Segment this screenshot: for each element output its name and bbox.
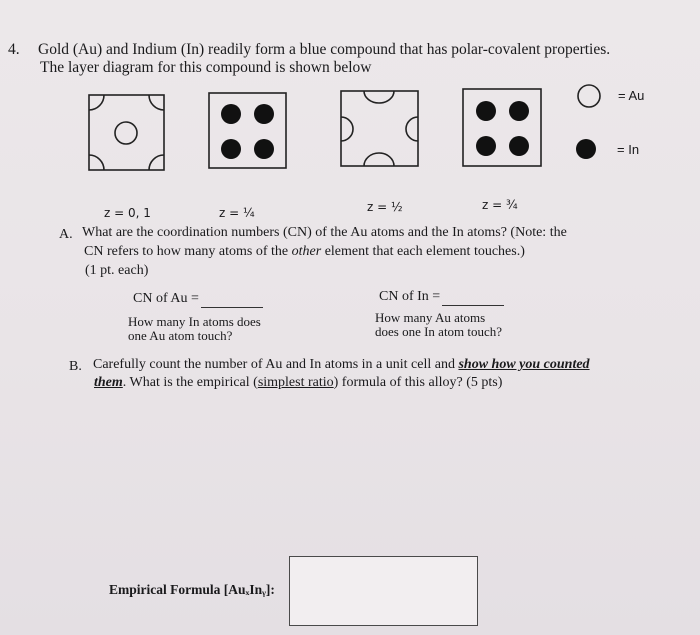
question-number: 4. <box>8 41 20 58</box>
in-atom <box>476 136 496 156</box>
layer-z1-4-cell <box>209 93 286 168</box>
part-b-line-2: them. What is the empirical (simplest ratio) formula of this alloy? (5 pts) <box>94 375 503 390</box>
cn-in-hint-1: How many Au atoms <box>375 310 486 325</box>
au-edge-top <box>364 91 394 103</box>
in-legend-label: = In <box>617 142 640 157</box>
layer-z-label: z = ¾ <box>482 198 518 212</box>
question-line-1: Gold (Au) and Indium (In) readily form a blue compound that has polar-covalent properties. <box>38 41 611 58</box>
cn-au-hint-2: one Au atom touch? <box>128 328 233 343</box>
au-edge-left <box>341 117 353 141</box>
layer-z1-2-cell <box>341 91 418 166</box>
au-legend-icon <box>578 85 600 107</box>
in-atom <box>254 139 274 159</box>
au-corner-top-left <box>89 95 104 110</box>
part-b-letter: B. <box>69 359 82 374</box>
in-atom <box>254 104 274 124</box>
au-corner-bottom-right <box>149 155 164 170</box>
part-a-points: (1 pt. each) <box>85 263 149 278</box>
cn-in-prompt: CN of In = <box>379 288 504 306</box>
layer-z0-cell <box>89 95 164 170</box>
au-corner-bottom-left <box>89 155 104 170</box>
in-legend-icon <box>576 139 596 159</box>
au-edge-right <box>406 117 418 141</box>
cn-au-hint-1: How many In atoms does <box>128 314 261 329</box>
au-edge-bottom <box>364 153 394 166</box>
cn-au-prompt: CN of Au = <box>133 290 263 308</box>
cn-in-hint-2: does one In atom touch? <box>375 324 503 339</box>
part-a-line-1: What are the coordination numbers (CN) of the Au atoms and the In atoms? (Note: the <box>82 225 567 240</box>
part-a-line-2: CN refers to how many atoms of the other element that each element touches.) <box>84 244 525 259</box>
in-atom <box>509 136 529 156</box>
layer-z-label: z = ¼ <box>219 206 255 220</box>
layer-diagram <box>0 0 700 220</box>
layer-z-label: z = 0, 1 <box>104 206 151 220</box>
in-atom <box>221 104 241 124</box>
layer-z3-4-cell <box>463 89 541 166</box>
au-legend-label: = Au <box>618 88 645 103</box>
cn-au-answer-blank[interactable] <box>201 290 263 308</box>
au-center-atom <box>115 122 137 144</box>
in-atom <box>221 139 241 159</box>
empirical-formula-answer-box[interactable] <box>289 556 478 626</box>
question-line-2: The layer diagram for this compound is shown below <box>40 59 372 76</box>
layer-z-label: z = ½ <box>367 200 403 214</box>
cn-in-answer-blank[interactable] <box>442 288 504 306</box>
in-atom <box>476 101 496 121</box>
part-a-letter: A. <box>59 227 73 242</box>
au-corner-top-right <box>149 95 164 110</box>
empirical-formula-label: Empirical Formula [AuₓInᵧ]: <box>109 582 275 597</box>
part-b-line-1: Carefully count the number of Au and In atoms in a unit cell and show how you counted <box>93 357 590 372</box>
in-atom <box>509 101 529 121</box>
